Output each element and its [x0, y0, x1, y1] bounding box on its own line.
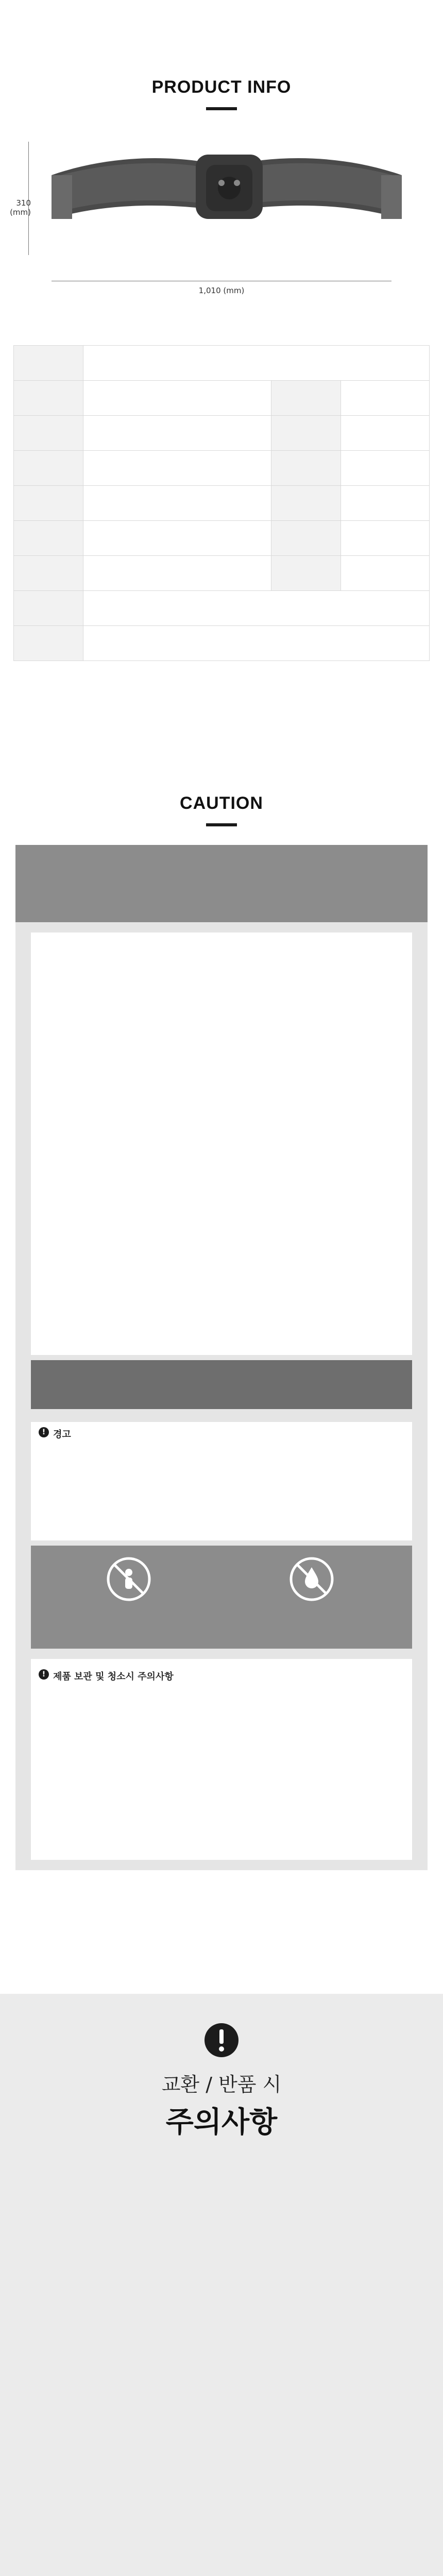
exchange-list: [21, 2151, 422, 2576]
warning-icon: !: [39, 1427, 49, 1437]
spec-table: [13, 345, 430, 661]
spec-row: [14, 591, 430, 626]
width-dimension-label: 1,010 (mm): [198, 286, 245, 295]
caution-list: [31, 933, 412, 1355]
caution-header: [15, 845, 428, 922]
spec-row: [14, 521, 430, 556]
storage-section: [31, 1659, 412, 1860]
height-dimension-label: 310 (mm): [10, 198, 31, 217]
no-water-icon: [288, 1556, 335, 1602]
massager-belt-image: [41, 126, 412, 265]
spec-row: [14, 486, 430, 521]
caution-title: CAUTION: [180, 793, 263, 813]
note-block: [31, 1360, 412, 1409]
spec-row: [14, 381, 430, 416]
exchange-title: 주의사항: [165, 2106, 278, 2139]
storage-warning-icon: !: [39, 1669, 49, 1680]
exchange-subtitle: 교환 / 반품 시: [161, 2073, 282, 2096]
title-underline: [206, 107, 237, 110]
spec-row: [14, 556, 430, 591]
spec-row: [14, 626, 430, 661]
spec-row: [14, 346, 430, 381]
caution-underline: [206, 823, 237, 826]
warning-title: 경고: [53, 1429, 71, 1440]
product-info-title: PRODUCT INFO: [151, 77, 292, 97]
prohibition-band: [31, 1546, 412, 1649]
warning-section: [31, 1422, 412, 1540]
spec-row: [14, 416, 430, 451]
no-child-use-icon: [106, 1556, 152, 1602]
exclamation-icon: [203, 2022, 240, 2058]
storage-title: 제품 보관 및 청소시 주의사항: [53, 1671, 174, 1682]
spec-row: [14, 451, 430, 486]
